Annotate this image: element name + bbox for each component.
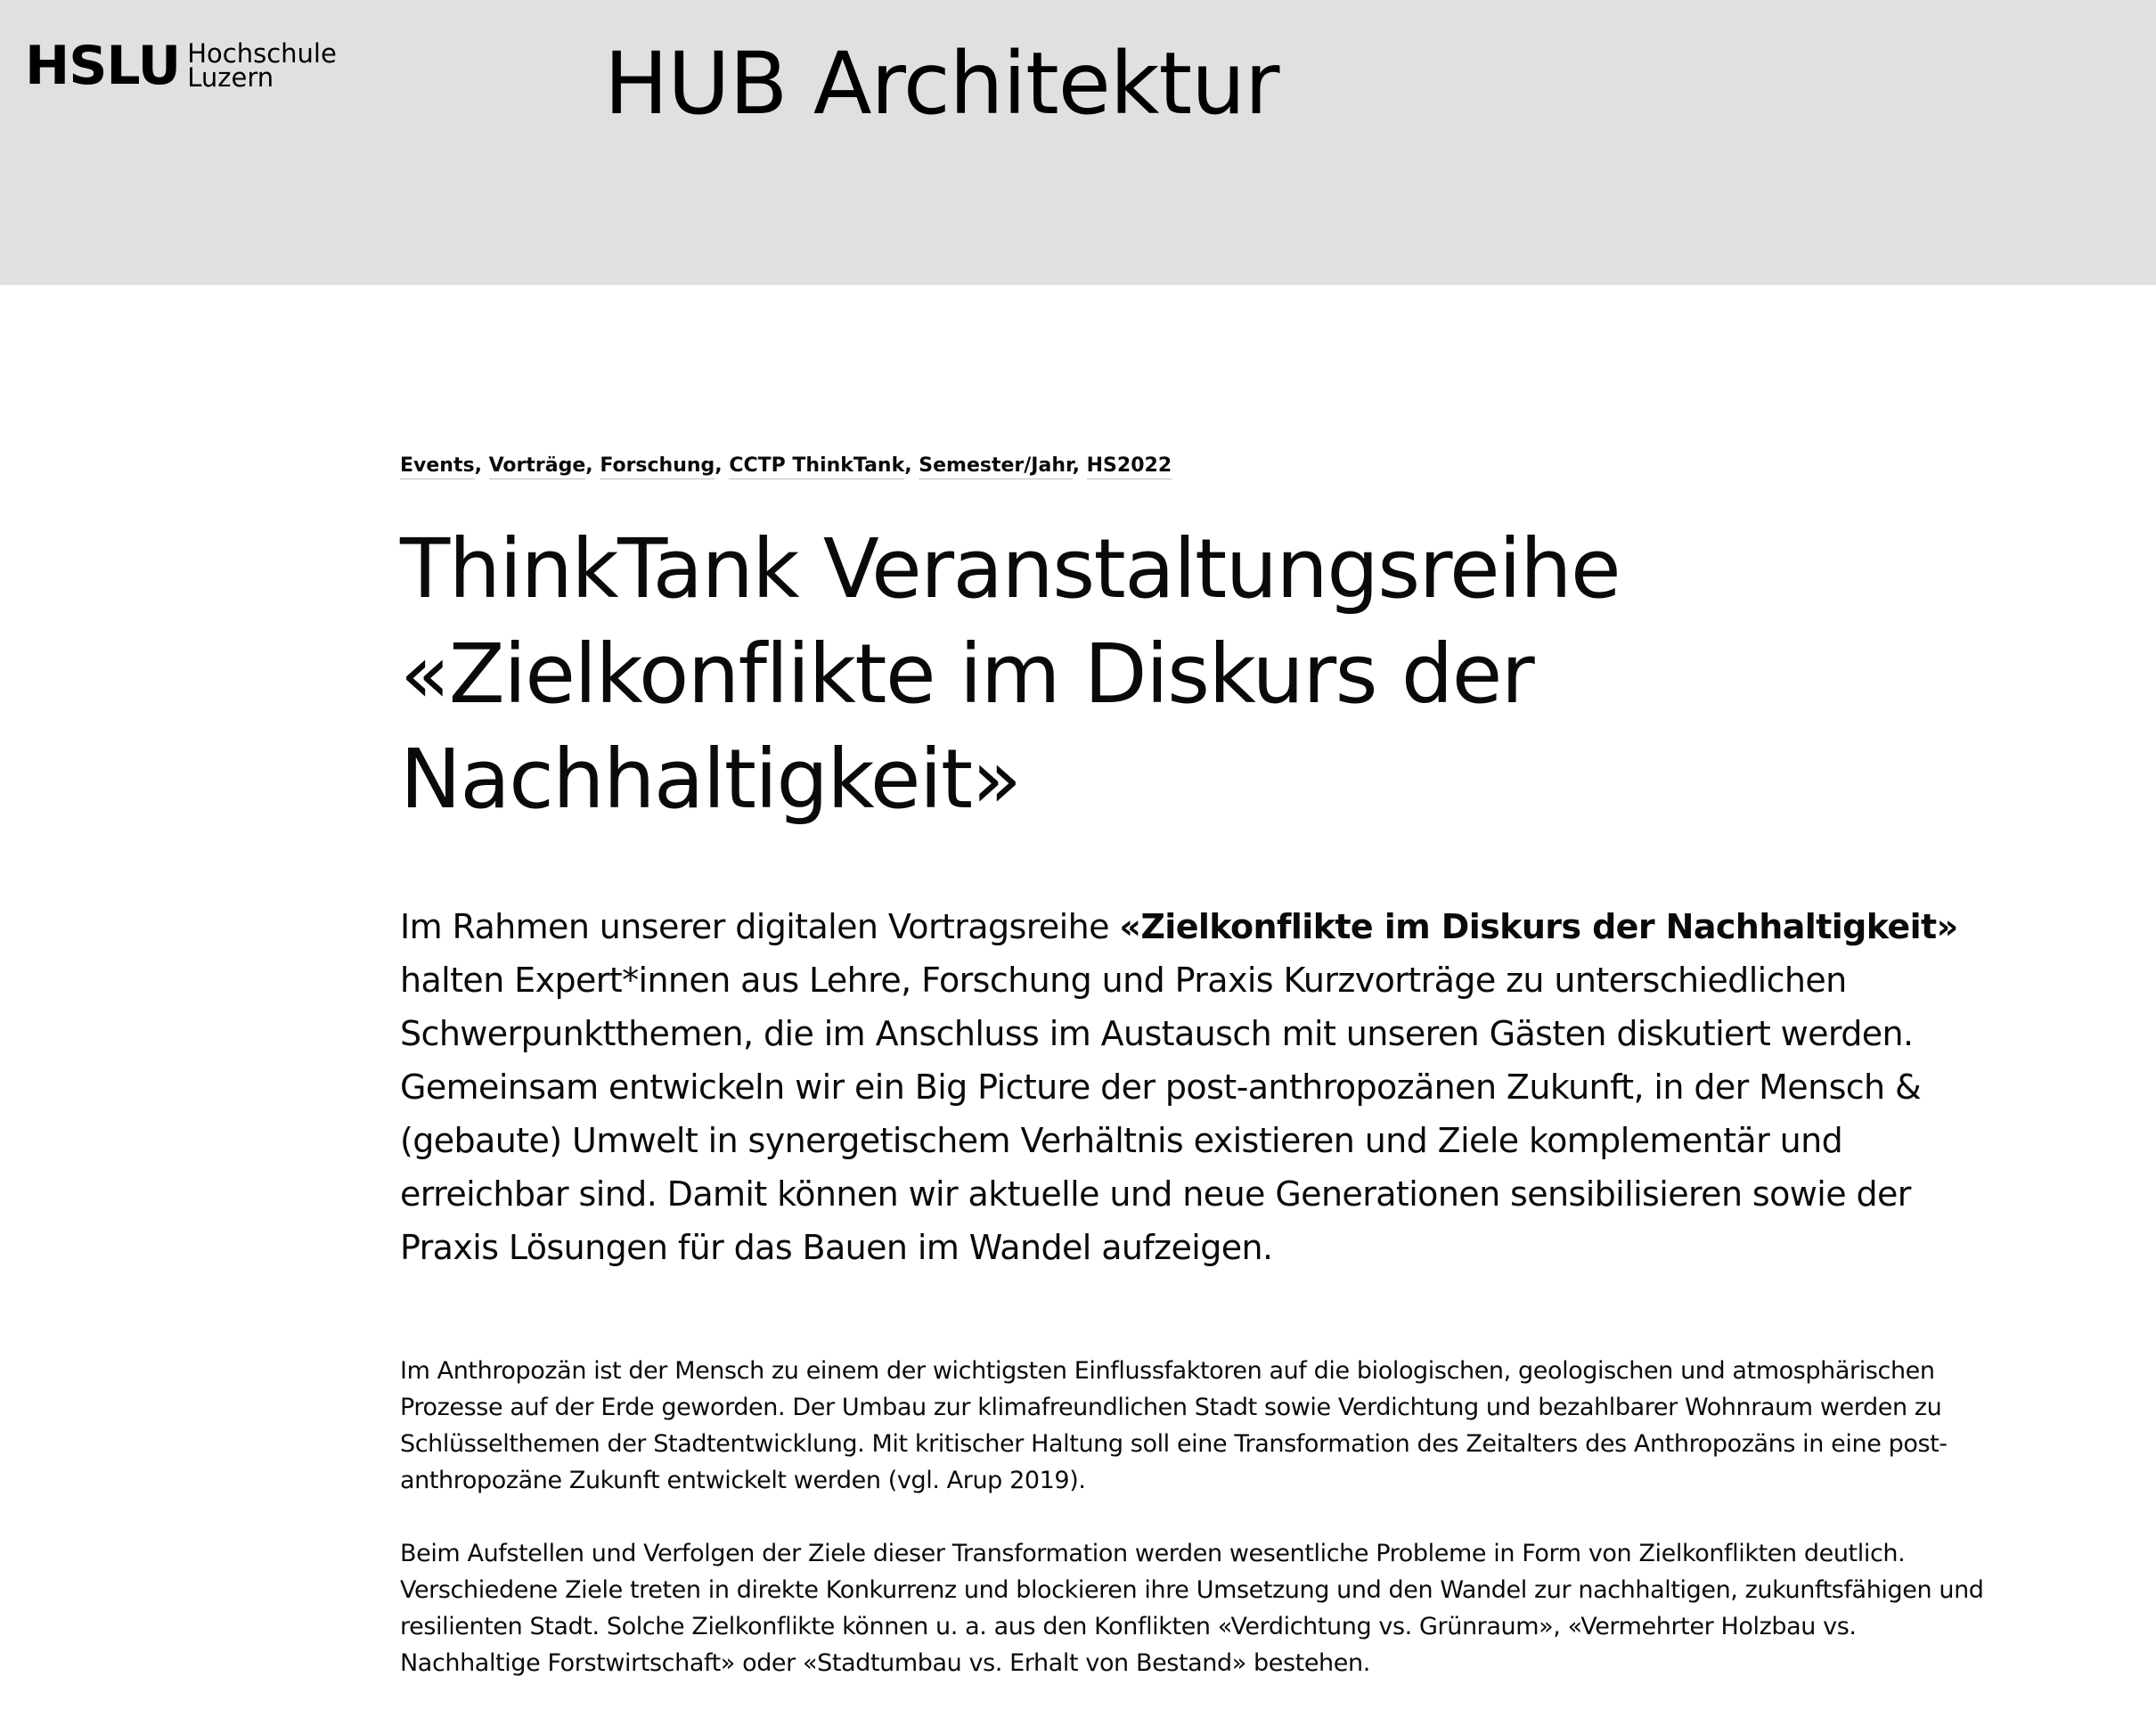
tag-link[interactable]: Vorträge bbox=[489, 454, 586, 479]
page-title-line: Nachhaltigkeit» bbox=[400, 732, 1021, 827]
page-title bbox=[400, 517, 2013, 832]
lead-rest: halten Expert*innen aus Lehre, Forschung und Praxis Kurzvorträge zu unterschiedlichen Schwerpunktthemen, die im Anschluss im Austausch mit unseren Gästen diskutiert werden. Gemeinsam entwickeln wir ein Big Picture der post-anthropozänen Zukunft, in der Mensch & (gebaute) Umwelt in synergetischem Verhältnis existieren und Ziele komplementär und erreichbar sind. Damit können wir aktuelle und neue Generationen sensibilisieren sowie der Praxis Lösungen für das Bauen im Wandel aufzeigen. bbox=[400, 961, 1922, 1267]
body-paragraph: Im Anthropozän ist der Mensch zu einem der wichtigsten Einflussfaktoren auf die biologischen, geologischen und atmosphärischen Prozesse auf der Erde geworden. Der Umbau zur klimafreundlichen Stadt sowie Verdichtung und bezahlbarer Wohnraum werden zu Schlüsselthemen der Stadtentwicklung. Mit kritischer Haltung soll eine Transformation des Zeitalters des Anthropozäns in eine post-anthropozäne Zukunft entwickelt werden (vgl. Arup 2019). bbox=[400, 1357, 1948, 1494]
hslu-logo[interactable] bbox=[25, 35, 337, 97]
tag-separator: , bbox=[715, 454, 730, 477]
tag-link[interactable]: Forschung bbox=[600, 454, 715, 479]
site-title[interactable]: HUB Architektur bbox=[604, 34, 1279, 134]
tag-separator: , bbox=[585, 454, 600, 477]
tag-separator: , bbox=[904, 454, 919, 477]
tag-link[interactable]: CCTP ThinkTank bbox=[729, 454, 904, 479]
lead-intro: Im Rahmen unserer digitalen Vortragsreihe bbox=[400, 907, 1120, 946]
logo-mark: HSLU bbox=[25, 35, 181, 97]
site-header bbox=[0, 0, 2156, 285]
logo-line-2: Luzern bbox=[187, 62, 274, 93]
lead-paragraph bbox=[400, 900, 2004, 1274]
tag-link[interactable]: Semester/Jahr bbox=[919, 454, 1072, 479]
article bbox=[400, 453, 2013, 1681]
logo-wordmark bbox=[187, 38, 337, 93]
tag-list bbox=[400, 453, 2013, 479]
tag-separator: , bbox=[474, 454, 489, 477]
page-title-line: ThinkTank Veranstaltungsreihe bbox=[400, 521, 1621, 617]
page-title-line: «Zielkonflikte im Diskurs der bbox=[400, 626, 1534, 722]
body-paragraph: Beim Aufstellen und Verfolgen der Ziele dieser Transformation werden wesentliche Probleme in Form von Zielkonflikten deutlich. Verschiedene Ziele treten in direkte Konkurrenz und blockieren ihre Umsetzung und den Wandel zur nachhaltigen, zukunftsfähigen und resilienten Stadt. Solche Zielkonflikte können u. a. aus den Konflikten «Verdichtung vs. Grünraum», «Vermehrter Holzbau vs. Nachhaltige Forstwirtschaft» oder «Stadtumbau vs. Erhalt von Bestand» bestehen. bbox=[400, 1540, 1984, 1677]
tag-link[interactable]: Events bbox=[400, 454, 475, 479]
tag-separator: , bbox=[1072, 454, 1087, 477]
logo-line-1: Hochschule bbox=[187, 38, 337, 69]
lead-highlight: «Zielkonflikte im Diskurs der Nachhaltigkeit» bbox=[1119, 907, 1958, 946]
tag-link[interactable]: HS2022 bbox=[1087, 454, 1172, 479]
